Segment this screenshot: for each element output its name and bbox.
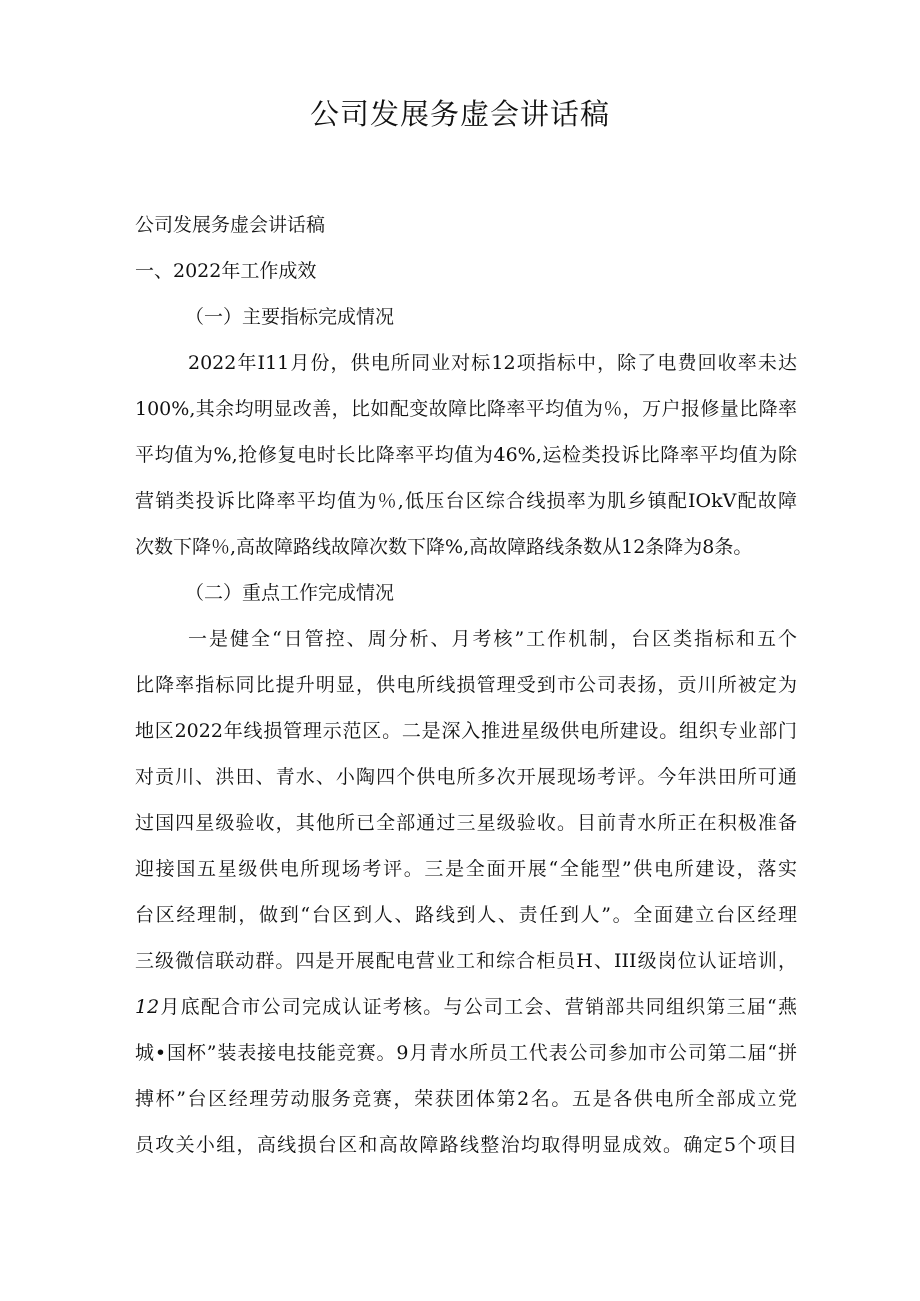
paragraph-line: 2022年I11月份，供电所同业对标12项指标中，除了电费回收率未达 (188, 352, 797, 374)
italic-month-number: 12 (135, 996, 160, 1018)
paragraph-indicators (135, 340, 797, 570)
paragraph-line: 对贡川、洪田、青水、小陶四个供电所多次开展现场考评。今年洪田所可通 (135, 766, 797, 788)
paragraph-line (135, 984, 797, 1030)
subtitle-line: 公司发展务虚会讲话稿 (135, 214, 326, 236)
paragraph-line: 次数下降％,高故障路线故障次数下降%,高故障路线条数从12条降为8条。 (135, 536, 753, 558)
subsection-heading-key-work: （二）重点工作完成情况 (185, 582, 395, 604)
paragraph-line: 台区经理制，做到“台区到人、路线到人、责任到人”。全面建立台区经理 (135, 904, 797, 926)
document-title: 公司发展务虚会讲话稿 (309, 97, 610, 131)
paragraph-line: 100%,其余均明显改善，比如配变故障比降率平均值为％，万户报修量比降率 (135, 398, 797, 420)
paragraph-line: 地区2022年线损管理示范区。二是深入推进星级供电所建设。组织专业部门 (135, 720, 797, 742)
paragraph-line: 比降率指标同比提升明显，供电所线损管理受到市公司表扬，贡川所被定为 (135, 674, 797, 696)
paragraph-line: 过国四星级验收，其他所已全部通过三星级验收。目前青水所正在积极准备 (135, 812, 797, 834)
paragraph-key-work (135, 616, 797, 1168)
document-body (135, 202, 797, 1168)
section-heading: 一、2022年工作成效 (135, 260, 317, 282)
paragraph-line-rest: 月底配合市公司完成认证考核。与公司工会、营销部共同组织第三届“燕 (159, 996, 797, 1018)
paragraph-line: 三级微信联动群。四是开展配电营业工和综合柜员H、III级岗位认证培训， (135, 950, 797, 972)
paragraph-line: 搏杯”台区经理劳动服务竞赛，荣获团体第2名。五是各供电所全部成立党 (135, 1088, 797, 1110)
paragraph-line: 一是健全“日管控、周分析、月考核”工作机制，台区类指标和五个 (188, 628, 797, 650)
paragraph-line: 平均值为%,抢修复电时长比降率平均值为46%,运检类投诉比降率平均值为除 (135, 444, 797, 466)
paragraph-line: 城•国杯”装表接电技能竞赛。9月青水所员工代表公司参加市公司第二届“拼 (135, 1042, 797, 1064)
paragraph-line: 营销类投诉比降率平均值为％,低压台区综合线损率为肌乡镇配IOkV配故障 (135, 490, 797, 512)
paragraph-line: 员攻关小组，高线损台区和高故障路线整治均取得明显成效。确定5个项目 (135, 1134, 797, 1156)
subsection-heading-indicators: （一）主要指标完成情况 (185, 306, 395, 328)
paragraph-line: 迎接国五星级供电所现场考评。三是全面开展“全能型”供电所建设，落实 (135, 858, 797, 880)
